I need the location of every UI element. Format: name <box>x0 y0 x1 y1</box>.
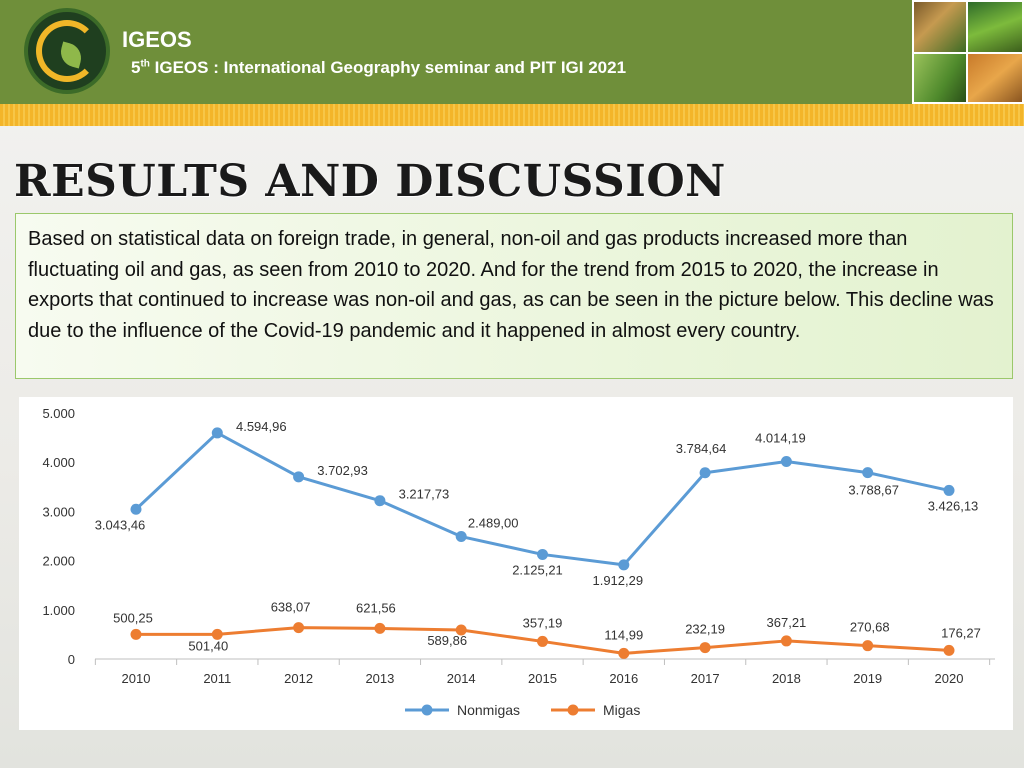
data-point-nonmigas <box>618 559 629 570</box>
data-label: 3.217,73 <box>398 486 450 502</box>
data-point-nonmigas <box>781 456 792 467</box>
data-label: 501,40 <box>188 638 229 654</box>
y-tick-label: 1.000 <box>42 602 75 618</box>
data-point-migas <box>131 629 142 640</box>
data-point-migas <box>862 640 873 651</box>
data-label: 589,86 <box>427 632 468 648</box>
export-line-chart <box>19 397 1013 730</box>
data-label: 270,68 <box>849 619 890 635</box>
data-point-migas <box>293 622 304 633</box>
y-tick-label: 5.000 <box>42 406 75 421</box>
x-tick-label: 2010 <box>121 671 151 686</box>
data-label: 3.043,46 <box>94 517 146 533</box>
data-point-migas <box>537 636 548 647</box>
x-tick-label: 2017 <box>690 671 720 686</box>
data-label: 3.426,13 <box>927 498 979 514</box>
data-point-migas <box>944 645 955 656</box>
header-bar <box>0 0 1024 104</box>
data-point-nonmigas <box>131 504 142 515</box>
data-point-nonmigas <box>293 471 304 482</box>
plant-photo-collage <box>912 0 1024 104</box>
data-label: 176,27 <box>941 625 981 641</box>
legend-label: Migas <box>603 702 641 718</box>
data-label: 1.912,29 <box>592 572 644 588</box>
x-tick-label: 2015 <box>528 671 557 686</box>
data-label: 3.788,67 <box>848 482 900 498</box>
brand-name: IGEOS <box>122 27 192 52</box>
data-label: 621,56 <box>356 600 396 616</box>
x-tick-label: 2020 <box>934 671 964 686</box>
y-tick-label: 2.000 <box>42 553 75 569</box>
data-point-nonmigas <box>374 495 385 506</box>
body-text-box: Based on statistical data on foreign trade, in general, non-oil and gas products increased more than fluctuating oil and gas, as seen from 2010 to 2020. And for the trend from 2015 to 2020, the increase in exports that continued to increase was non-oil and gas, as can be seen in the picture below. This decline was due to the influence of the Covid-19 pandemic and it happened in almost every country. <box>15 213 1013 379</box>
data-label: 114,99 <box>604 627 644 643</box>
series-line-nonmigas <box>136 430 949 565</box>
data-label: 357,19 <box>522 615 563 631</box>
y-tick-label: 4.000 <box>42 455 75 471</box>
igeos-logo <box>24 8 110 94</box>
data-point-nonmigas <box>700 467 711 478</box>
header-subtitle: 5th IGEOS : International Geography seminar and PIT IGI 2021 <box>131 58 627 77</box>
header-stripe <box>0 104 1024 126</box>
x-tick-label: 2013 <box>365 671 395 686</box>
data-point-migas <box>618 648 629 659</box>
slide-title: RESULTS AND DISCUSSION <box>14 156 726 207</box>
data-label: 4.594,96 <box>235 418 287 434</box>
data-label: 3.784,64 <box>675 440 727 456</box>
legend-label: Nonmigas <box>457 702 521 718</box>
data-point-migas <box>700 642 711 653</box>
x-tick-label: 2014 <box>446 671 476 686</box>
data-label: 638,07 <box>270 599 311 615</box>
data-label: 2.489,00 <box>467 515 519 531</box>
data-label: 3.702,93 <box>317 462 368 478</box>
data-label: 4.014,19 <box>755 430 806 446</box>
x-tick-label: 2019 <box>853 671 883 686</box>
data-label: 367,21 <box>766 614 807 630</box>
y-tick-label: 0 <box>67 652 75 667</box>
y-tick-label: 3.000 <box>42 504 75 520</box>
data-label: 2.125,21 <box>512 562 563 578</box>
data-label: 500,25 <box>113 610 153 626</box>
data-point-nonmigas <box>944 485 955 496</box>
data-point-nonmigas <box>212 427 223 438</box>
data-point-nonmigas <box>456 531 467 542</box>
x-tick-label: 2016 <box>609 671 639 686</box>
data-point-nonmigas <box>862 467 873 478</box>
legend-swatch-marker <box>422 705 433 716</box>
chart-svg <box>19 397 1013 730</box>
legend-swatch-marker <box>568 705 579 716</box>
data-point-migas <box>781 635 792 646</box>
data-point-nonmigas <box>537 549 548 560</box>
x-tick-label: 2012 <box>284 671 314 686</box>
data-point-migas <box>374 623 385 634</box>
data-label: 232,19 <box>685 621 725 637</box>
x-tick-label: 2011 <box>203 671 232 686</box>
x-tick-label: 2018 <box>771 671 801 686</box>
